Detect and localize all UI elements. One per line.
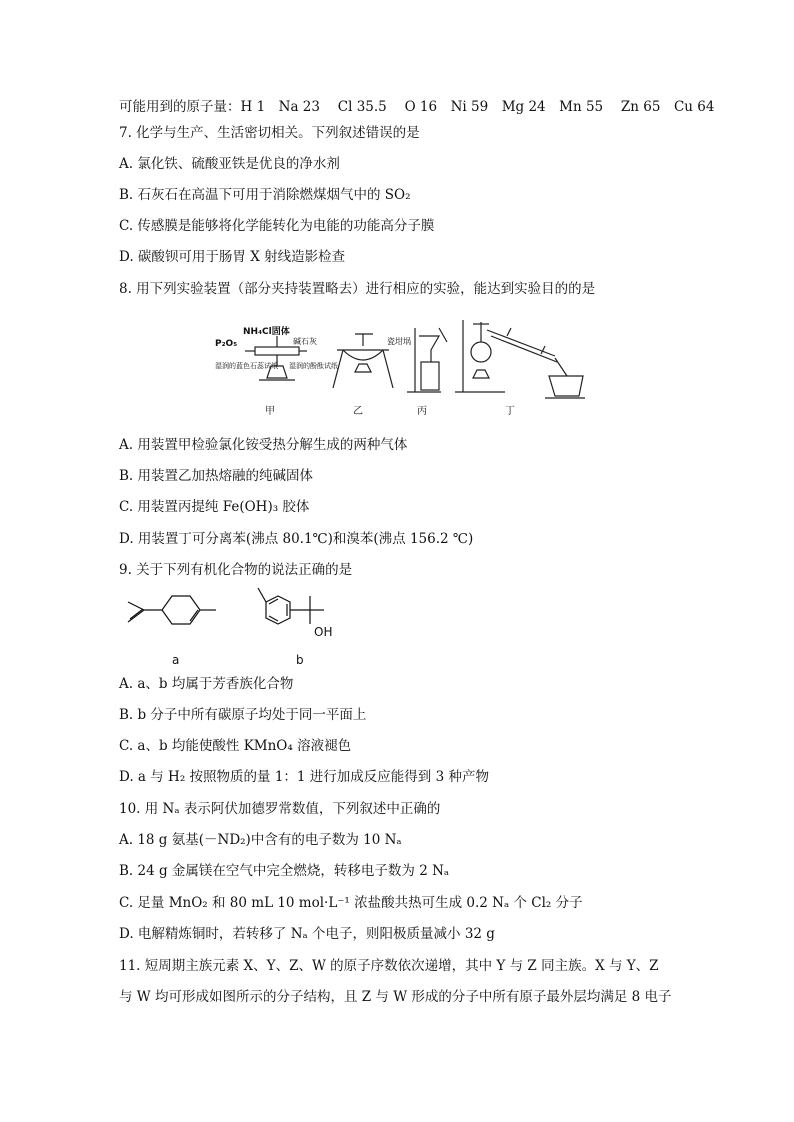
q8-option-a: A. 用装置甲检验氯化铵受热分解生成的两种气体 — [119, 437, 408, 453]
ding-lamp — [473, 370, 489, 378]
ding-receiver — [549, 376, 583, 396]
caption-jia: 甲 — [265, 406, 275, 417]
compound-b-label: b — [296, 653, 304, 667]
q10-stem: 10. 用 Nₐ 表示阿伏加德罗常数值，下列叙述中正确的 — [119, 801, 441, 817]
label-nh4cl: NH₄Cl固体 — [243, 327, 290, 337]
label-p2o5: P₂O₅ — [215, 339, 238, 349]
caption-yi: 乙 — [353, 406, 363, 417]
q9-option-b: B. b 分子中所有碳原子均处于同一平面上 — [119, 707, 367, 723]
q8-stem: 8. 用下列实验装置（部分夹持装置略去）进行相应的实验，能达到实验目的的是 — [119, 281, 596, 297]
yi-crucible — [343, 350, 383, 360]
q8-option-b: B. 用装置乙加热熔融的纯碱固体 — [119, 468, 314, 484]
q8-option-d: D. 用装置丁可分离苯(沸点 80.1℃)和溴苯(沸点 156.2 ℃) — [119, 531, 474, 547]
compound-b-oh: OH — [314, 625, 333, 639]
q9-structures-figure — [118, 586, 348, 670]
q9-option-a: A. a、b 均属于芳香族化合物 — [119, 676, 294, 692]
q7-option-b: B. 石灰石在高温下可用于消除燃煤烟气中的 SO₂ — [119, 187, 411, 203]
q10-option-b: B. 24 g 金属镁在空气中完全燃烧，转移电子数为 2 Nₐ — [119, 863, 450, 879]
q11-line-1: 11. 短周期主族元素 X、Y、Z、W 的原子序数依次递增，其中 Y 与 Z 同主族。X 与 Y、Z — [119, 958, 659, 974]
compound-b-structure — [258, 588, 324, 624]
yi-lamp — [355, 364, 371, 372]
atomic-masses-line: 可能用到的原子量：H 1 Na 23 Cl 35.5 O 16 Ni 59 Mg 24 Mn 55 Zn 65 Cu 64 — [119, 99, 715, 115]
caption-bing: 丙 — [417, 406, 427, 417]
ding-condenser — [487, 330, 555, 356]
compound-a-label: a — [172, 653, 180, 667]
q10-option-d: D. 电解精炼铜时，若转移了 Nₐ 个电子，则阳极质量减小 32 g — [119, 926, 495, 942]
bing-funnel — [419, 336, 439, 362]
q11-line-2: 与 W 均可形成如图所示的分子结构，且 Z 与 W 形成的分子中所有原子最外层均满足 8 电子 — [119, 989, 672, 1005]
q9-option-c: C. a、b 均能使酸性 KMnO₄ 溶液褪色 — [119, 738, 352, 754]
q8-apparatus-figure — [215, 316, 585, 418]
q7-option-c: C. 传感膜是能够将化学能转化为电能的功能高分子膜 — [119, 218, 435, 234]
q9-stem: 9. 关于下列有机化合物的说法正确的是 — [119, 562, 353, 578]
q10-option-a: A. 18 g 氨基(－ND₂)中含有的电子数为 10 Nₐ — [119, 832, 402, 848]
jia-tube — [255, 347, 299, 355]
q7-option-a: A. 氯化铁、硫酸亚铁是优良的净水剂 — [119, 156, 340, 172]
q7-option-d: D. 碳酸钡可用于肠胃 X 射线造影检查 — [119, 249, 346, 265]
label-blue-litmus: 湿润的蓝色石蕊试纸 — [215, 362, 278, 370]
q9-structures-svg — [118, 586, 348, 670]
label-lime: 碱石灰 — [293, 337, 317, 346]
ding-flask — [471, 342, 491, 362]
q10-option-c: C. 足量 MnO₂ 和 80 mL 10 mol·L⁻¹ 浓盐酸共热可生成 0.2 Nₐ 个 Cl₂ 分子 — [119, 895, 583, 911]
bing-beaker — [421, 362, 439, 390]
q8-option-c: C. 用装置丙提纯 Fe(OH)₃ 胶体 — [119, 499, 310, 515]
caption-ding: 丁 — [505, 406, 515, 417]
label-phenol-paper: 湿润的酚酞试纸 — [289, 362, 338, 370]
compound-a-structure — [128, 596, 216, 624]
q7-stem: 7. 化学与生产、生活密切相关。下列叙述错误的是 — [119, 125, 420, 141]
q8-apparatus-svg — [215, 316, 585, 418]
label-crucible: 瓷坩埚 — [387, 337, 411, 346]
q9-option-d: D. a 与 H₂ 按照物质的量 1：1 进行加成反应能得到 3 种产物 — [119, 769, 489, 785]
